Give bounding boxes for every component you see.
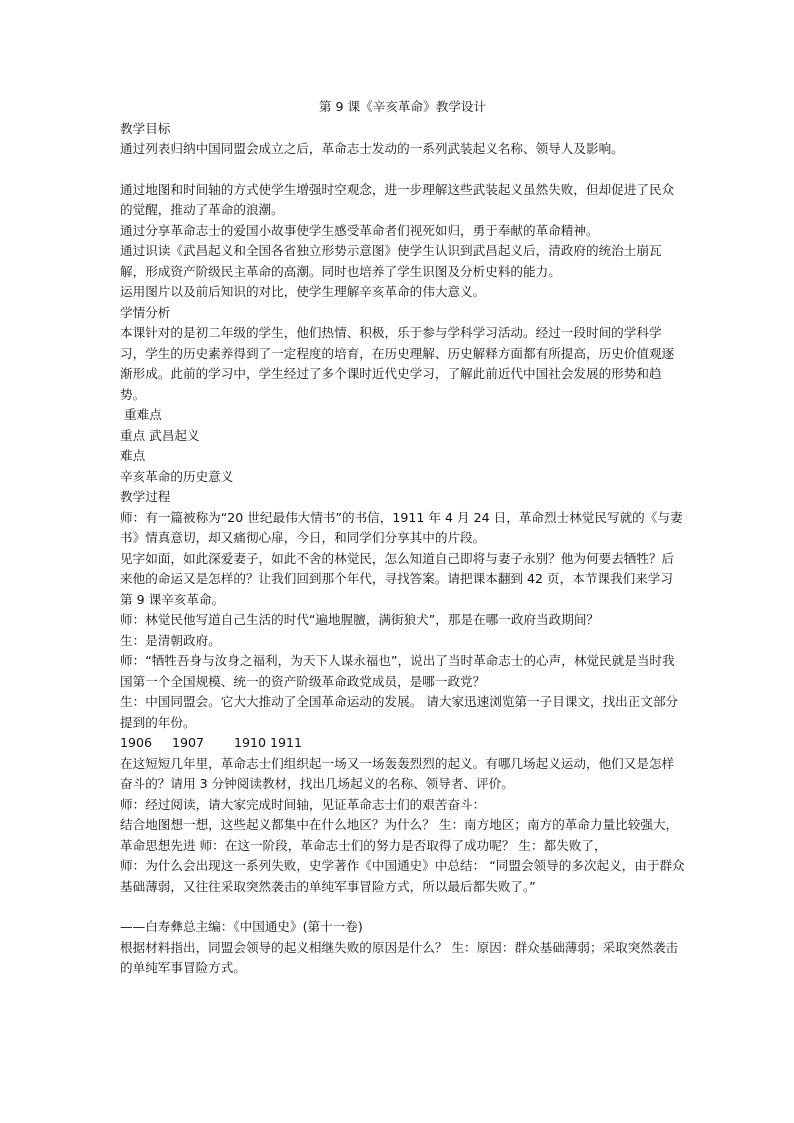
analysis-heading: 学情分析: [120, 304, 171, 320]
process-paragraph: 师：“牺牲吾身与汝身之福利，为天下人谋永福也”，说出了当时革命志士的心声，林觉民就是当时我国第一个全国规模、统一的资产阶级革命政党成员，是哪一政党？: [120, 653, 675, 689]
citation: ——白寿彝总主编：《中国通史》(第十一卷): [120, 919, 363, 934]
objective-paragraph: 通过分享革命志士的爱国小故事使学生感受革命者们视死如归，勇于奉献的革命精神。: [120, 222, 599, 238]
process-paragraph: 生：中国同盟会。它大大推动了全国革命运动的发展。 请大家迅速浏览第一子目课文，找出正文部分提到的年份。: [120, 694, 679, 730]
year: 1910: [234, 735, 267, 750]
difficulty-heading: 难点: [120, 448, 146, 463]
document-title: 第 9 课《辛亥革命》教学设计: [318, 99, 487, 114]
objective-paragraph: 运用图片以及前后知识的对比，使学生理解辛亥革命的伟大意义。: [120, 284, 486, 299]
blank-line: [120, 160, 685, 180]
objective-paragraph: 通过识读《武昌起义和全国各省独立形势示意图》使学生认识到武昌起义后，清政府的统治土崩瓦解，形成资产阶级民主革命的高潮。同时也培养了学生识图及分析史料的能力。: [120, 243, 662, 279]
process-paragraph: 师：林觉民他写道自己生活的时代“遍地腥膻，满街狼犬”，那是在哪一政府当政期间？: [120, 612, 600, 627]
process-paragraph: 师：为什么会出现这一系列失败，史学著作《中国通史》中总结： “同盟会领导的多次起义，由于群众基础薄弱，又往往采取突然袭击的单纯军事冒险方式，所以最后都失败了。”: [120, 858, 685, 894]
key-point: 重点 武昌起义: [120, 427, 200, 443]
year: 1911: [270, 735, 303, 750]
process-paragraph: 师：有一篇被称为“20 世纪最伟大情书”的书信，1911 年 4 月 24 日，革命烈士林觉民写就的《与妻书》情真意切，却又痛彻心扉，今日，和同学们分享其中的片段。: [120, 509, 683, 545]
process-paragraph: 见字如面，如此深爱妻子，如此不舍的林觉民，怎么知道自己即将与妻子永别？他为何要去牺牲？后来他的命运又是怎样的？让我们回到那个年代，寻找答案。请把课本翻到 42 页，本节课我们来学习第 9 课辛亥革命。: [120, 550, 675, 607]
process-paragraph: 师：经过阅读，请大家完成时间轴，见证革命志士们的艰苦奋斗：: [120, 796, 486, 812]
process-paragraph: 生：是清朝政府。: [120, 632, 221, 648]
objective-paragraph: 通过地图和时间轴的方式使学生增强时空观念，进一步理解这些武装起义虽然失败，但却促进了民众的觉醒，推动了革命的浪潮。: [120, 181, 675, 217]
objectives-heading: 教学目标: [120, 120, 171, 136]
process-paragraph: 结合地图想一想，这些起义都集中在什么地区？为什么？ 生：南方地区；南方的革命力量比较强大，革命思想先进 师：在这一阶段，革命志士们的努力是否取得了成功呢？ 生：都失败了，: [120, 817, 679, 853]
key-difficulty-heading: 重难点: [124, 407, 162, 422]
difficulty-text: 辛亥革命的历史意义: [120, 468, 234, 484]
document-page: [120, 97, 685, 979]
process-paragraph: 在这短短几年里，革命志士们组织起一场又一场轰轰烈烈的起义。有哪几场起义运动，他们又是怎样奋斗的？请用 3 分钟阅读教材，找出几场起义的名称、领导者、评价。: [120, 755, 675, 791]
years-line: [120, 733, 685, 754]
objective-paragraph: 通过列表归纳中国同盟会成立之后，革命志士发动的一系列武装起义名称、领导人及影响。: [120, 141, 624, 156]
blank-line: [120, 897, 685, 917]
year: 1906: [120, 735, 153, 750]
analysis-paragraph: 本课针对的是初二年级的学生，他们热情、积极，乐于参与学科学习活动。经过一段时间的学科学习，学生的历史素养得到了一定程度的培育，在历史理解、历史解释方面都有所提高，历史价值观逐渐形成。此前的学习中，学生经过了多个课时近代史学习，了解此前近代中国社会发展的形势和趋势。: [120, 325, 675, 402]
process-heading: 教学过程: [120, 489, 171, 504]
process-paragraph: 根据材料指出，同盟会领导的起义相继失败的原因是什么？ 生：原因：群众基础薄弱；采取突然袭击的单纯军事冒险方式。: [120, 939, 679, 975]
year: 1907: [172, 735, 205, 750]
